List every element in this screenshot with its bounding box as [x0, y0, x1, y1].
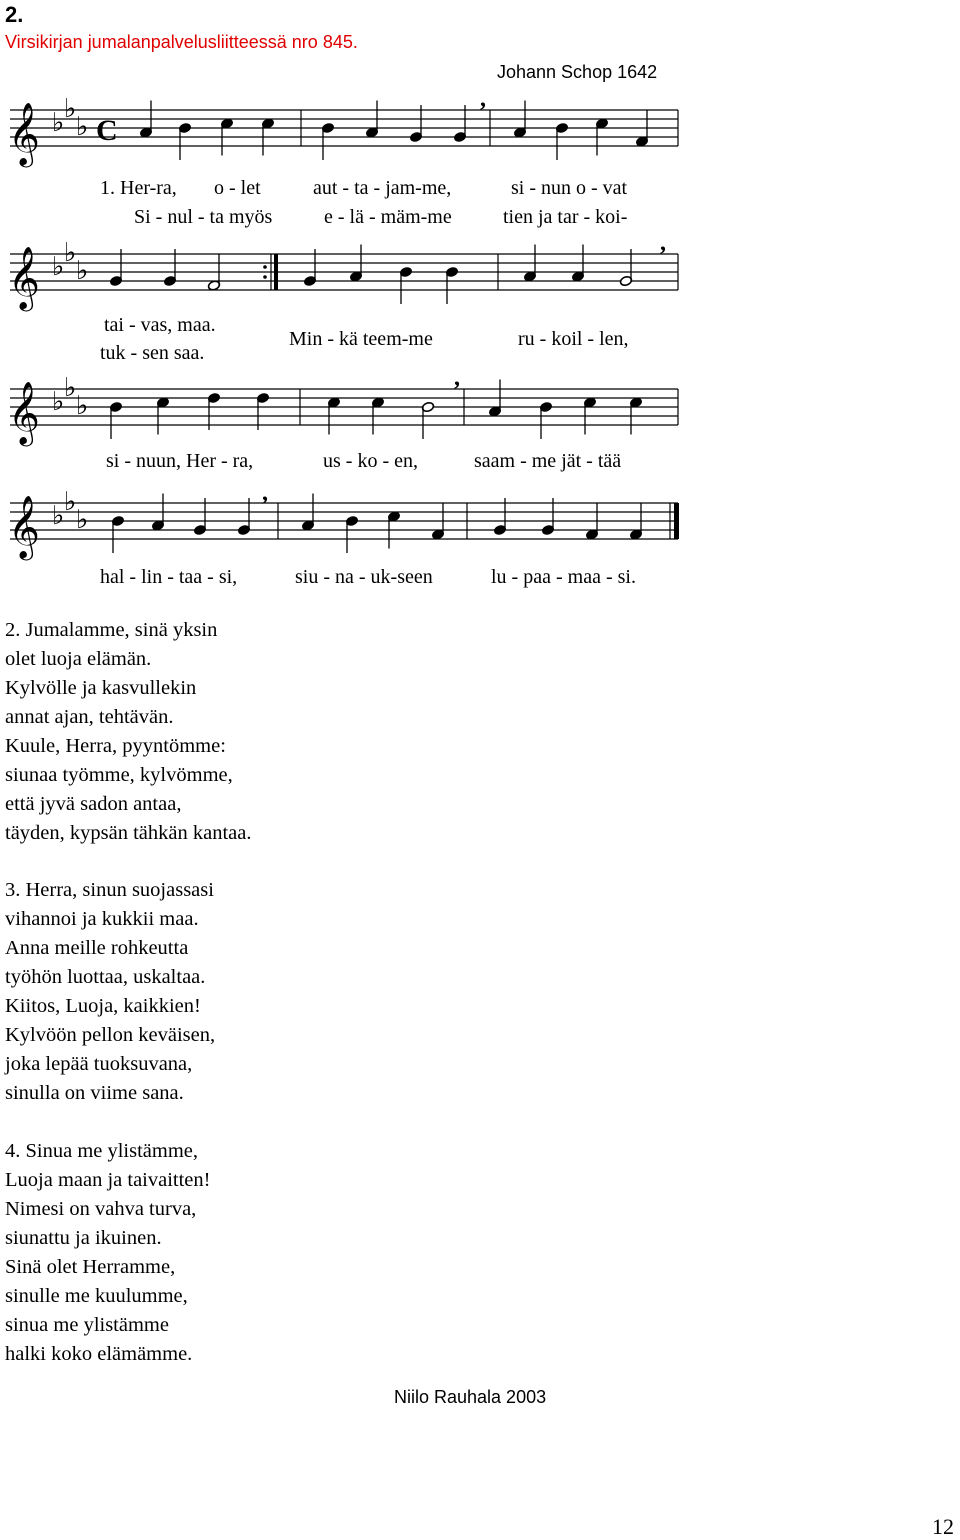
verse-line: sinulle me kuulumme, — [5, 1285, 188, 1307]
treble-clef-icon: 𝄞 — [8, 246, 40, 309]
svg-text:♭: ♭ — [64, 94, 77, 124]
verse-line: olet luoja elämän. — [5, 648, 152, 670]
verse-line: Luoja maan ja taivaitten! — [5, 1169, 211, 1191]
svg-text:♭: ♭ — [64, 373, 77, 403]
verse-line: vihannoi ja kukkii maa. — [5, 908, 199, 930]
hymn-number: 2. — [5, 2, 24, 27]
staff-system-2 — [0, 230, 960, 318]
lyric-s4-c: lu - paa - maa - si. — [491, 566, 636, 588]
lyric-s3-b: us - ko - en, — [323, 450, 418, 472]
lyric-s1-l1-d: si - nun o - vat — [511, 177, 628, 199]
staff-system-4 — [0, 480, 960, 570]
lyric-s2-d: ru - koil - len, — [518, 328, 629, 350]
lyric-s1-l2-b: e - lä - mäm-me — [324, 206, 452, 228]
svg-text:♭: ♭ — [76, 505, 89, 535]
verse-line: annat ajan, tehtävän. — [5, 706, 174, 728]
verse-line: sinulla on viime sana. — [5, 1082, 184, 1104]
verse-line: Kylvölle ja kasvullekin — [5, 677, 197, 699]
time-signature: C — [96, 114, 118, 147]
verse-line: että jyvä sadon antaa, — [5, 793, 182, 815]
flat-icon — [52, 238, 88, 286]
verse-line: Kuule, Herra, pyyntömme: — [5, 735, 226, 757]
lyric-s2-b: tuk - sen saa. — [100, 342, 205, 364]
svg-text:♭: ♭ — [76, 112, 89, 142]
lyric-s3-c: saam - me jät - tää — [474, 450, 622, 472]
verse-line: työhön luottaa, uskaltaa. — [5, 966, 206, 988]
verse-2 — [5, 616, 251, 848]
lyricist-credit: Niilo Rauhala 2003 — [394, 1387, 547, 1407]
verse-line: halki koko elämämme. — [5, 1343, 193, 1365]
staff-system-3 — [0, 365, 960, 453]
lyric-s4-b: siu - na - uk-seen — [295, 566, 433, 588]
lyric-s2-c: Min - kä teem-me — [289, 328, 433, 350]
svg-text:♭: ♭ — [52, 252, 65, 282]
svg-text:♭: ♭ — [52, 387, 65, 417]
verse-3 — [5, 876, 215, 1108]
lyric-s1-l2-c: tien ja tar - koi- — [503, 206, 628, 228]
verse-line: siunaa työmme, kylvömme, — [5, 764, 233, 786]
verse-line: sinua me ylistämme — [5, 1314, 169, 1336]
treble-clef-icon: 𝄞 — [8, 495, 40, 558]
hymn-source: Virsikirjan jumalanpalvelusliitteessä nro 845. — [5, 32, 358, 52]
flat-icon — [52, 94, 88, 142]
verse-line: Anna meille rohkeutta — [5, 937, 189, 959]
verse-line: 4. Sinua me ylistämme, — [5, 1140, 199, 1162]
verse-line: siunattu ja ikuinen. — [5, 1227, 162, 1249]
breath-mark-icon: , — [454, 365, 460, 391]
treble-clef-icon: 𝄞 — [8, 102, 40, 165]
svg-text:♭: ♭ — [52, 108, 65, 138]
verse-4 — [5, 1137, 210, 1369]
breath-mark-icon: , — [480, 86, 486, 112]
composer-credit: Johann Schop 1642 — [497, 62, 658, 82]
svg-text:♭: ♭ — [76, 391, 89, 421]
verse-line: joka lepää tuoksuvana, — [5, 1053, 193, 1075]
verse-line: Kylvöön pellon keväisen, — [5, 1024, 216, 1046]
svg-text:♭: ♭ — [52, 501, 65, 531]
page-number: 12 — [932, 1514, 954, 1539]
lyric-s4-a: hal - lin - taa - si, — [100, 566, 238, 588]
flat-icon — [52, 373, 88, 421]
lyric-s1-l2-a: Si - nul - ta myös — [134, 206, 273, 228]
treble-clef-icon: 𝄞 — [8, 381, 40, 444]
lyric-s3-a: si - nuun, Her - ra, — [106, 450, 254, 472]
flat-icon — [52, 487, 88, 535]
verse-line: Nimesi on vahva turva, — [5, 1198, 197, 1220]
staff-system-1 — [0, 86, 960, 180]
verse-line: 2. Jumalamme, sinä yksin — [5, 619, 218, 641]
lyric-s2-a: tai - vas, maa. — [104, 314, 216, 336]
svg-text:♭: ♭ — [64, 238, 77, 268]
verse-line: Sinä olet Herramme, — [5, 1256, 176, 1278]
verse-line: 3. Herra, sinun suojassasi — [5, 879, 214, 901]
breath-mark-icon: , — [262, 480, 268, 506]
verse-line: Kiitos, Luoja, kaikkien! — [5, 995, 201, 1017]
breath-mark-icon: , — [660, 230, 666, 256]
svg-text:♭: ♭ — [76, 256, 89, 286]
svg-text:♭: ♭ — [64, 487, 77, 517]
lyric-s1-l1-c: aut - ta - jam-me, — [313, 177, 452, 199]
lyric-s1-l1-b: o - let — [214, 177, 261, 199]
lyric-s1-l1-a: 1. Her-ra, — [100, 177, 177, 199]
verse-line: täyden, kypsän tähkän kantaa. — [5, 822, 252, 844]
